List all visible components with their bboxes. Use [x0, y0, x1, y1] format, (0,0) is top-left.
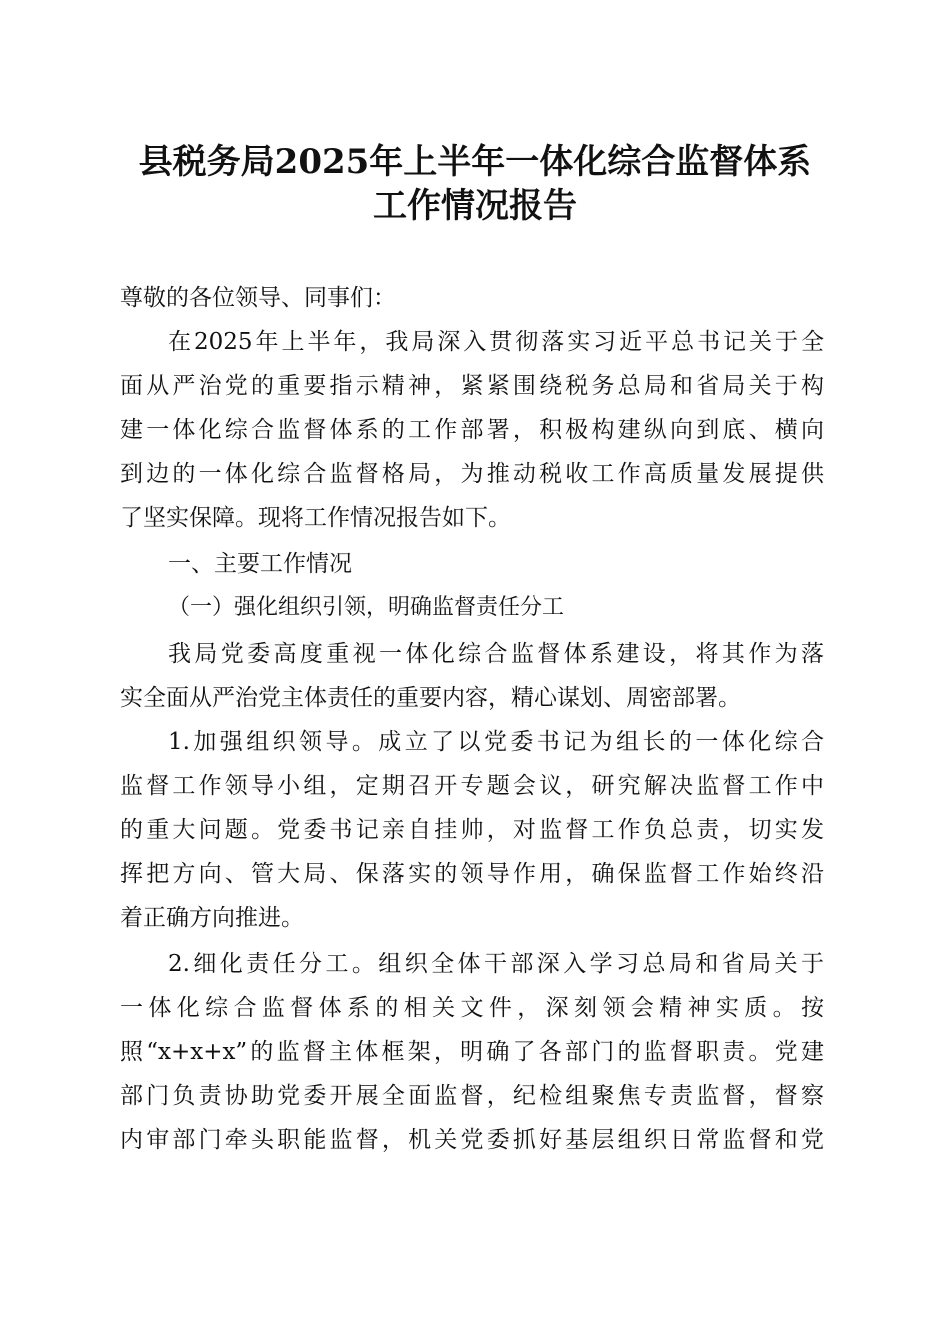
- paragraph-line: 实全面从严治党主体责任的重要内容，精心谋划、周密部署。: [120, 685, 741, 711]
- paragraph-line: 了坚实保障。现将工作情况报告如下。: [120, 505, 511, 531]
- document-title-line-1: 县税务局2025年上半年一体化综合监督体系: [138, 142, 812, 182]
- paragraph-line: 2.细化责任分工。组织全体干部深入学习总局和省局关于: [168, 951, 824, 977]
- section-heading: 一、主要工作情况: [168, 551, 352, 577]
- paragraph-line: 在2025年上半年，我局深入贯彻落实习近平总书记关于全: [168, 329, 824, 355]
- salutation: 尊敬的各位领导、同事们：: [120, 285, 396, 311]
- paragraph-line: 面从严治党的重要指示精神，紧紧围绕税务总局和省局关于构: [120, 373, 824, 399]
- paragraph-line: 到边的一体化综合监督格局，为推动税收工作高质量发展提供: [120, 461, 824, 487]
- paragraph-line: 部门负责协助党委开展全面监督，纪检组聚焦专责监督，督察: [120, 1083, 824, 1109]
- document-title-line-2: 工作情况报告: [373, 186, 577, 226]
- paragraph-line: 挥把方向、管大局、保落实的领导作用，确保监督工作始终沿: [120, 861, 824, 887]
- paragraph-line: 的重大问题。党委书记亲自挂帅，对监督工作负总责，切实发: [120, 817, 824, 843]
- paragraph-line: 建一体化综合监督体系的工作部署，积极构建纵向到底、横向: [120, 417, 824, 443]
- subsection-heading: （一）强化组织引领，明确监督责任分工: [168, 595, 565, 620]
- paragraph-line: 着正确方向推进。: [120, 905, 304, 931]
- paragraph-line: 1.加强组织领导。成立了以党委书记为组长的一体化综合: [168, 729, 824, 755]
- paragraph-line: 内审部门牵头职能监督，机关党委抓好基层组织日常监督和党: [120, 1127, 824, 1153]
- paragraph-line: 监督工作领导小组，定期召开专题会议，研究解决监督工作中: [120, 773, 824, 799]
- paragraph-line: 一体化综合监督体系的相关文件，深刻领会精神实质。按: [120, 995, 824, 1021]
- paragraph-line: 我局党委高度重视一体化综合监督体系建设，将其作为落: [168, 641, 824, 667]
- paragraph-line: 照“x+x+x”的监督主体框架，明确了各部门的监督职责。党建: [120, 1039, 824, 1065]
